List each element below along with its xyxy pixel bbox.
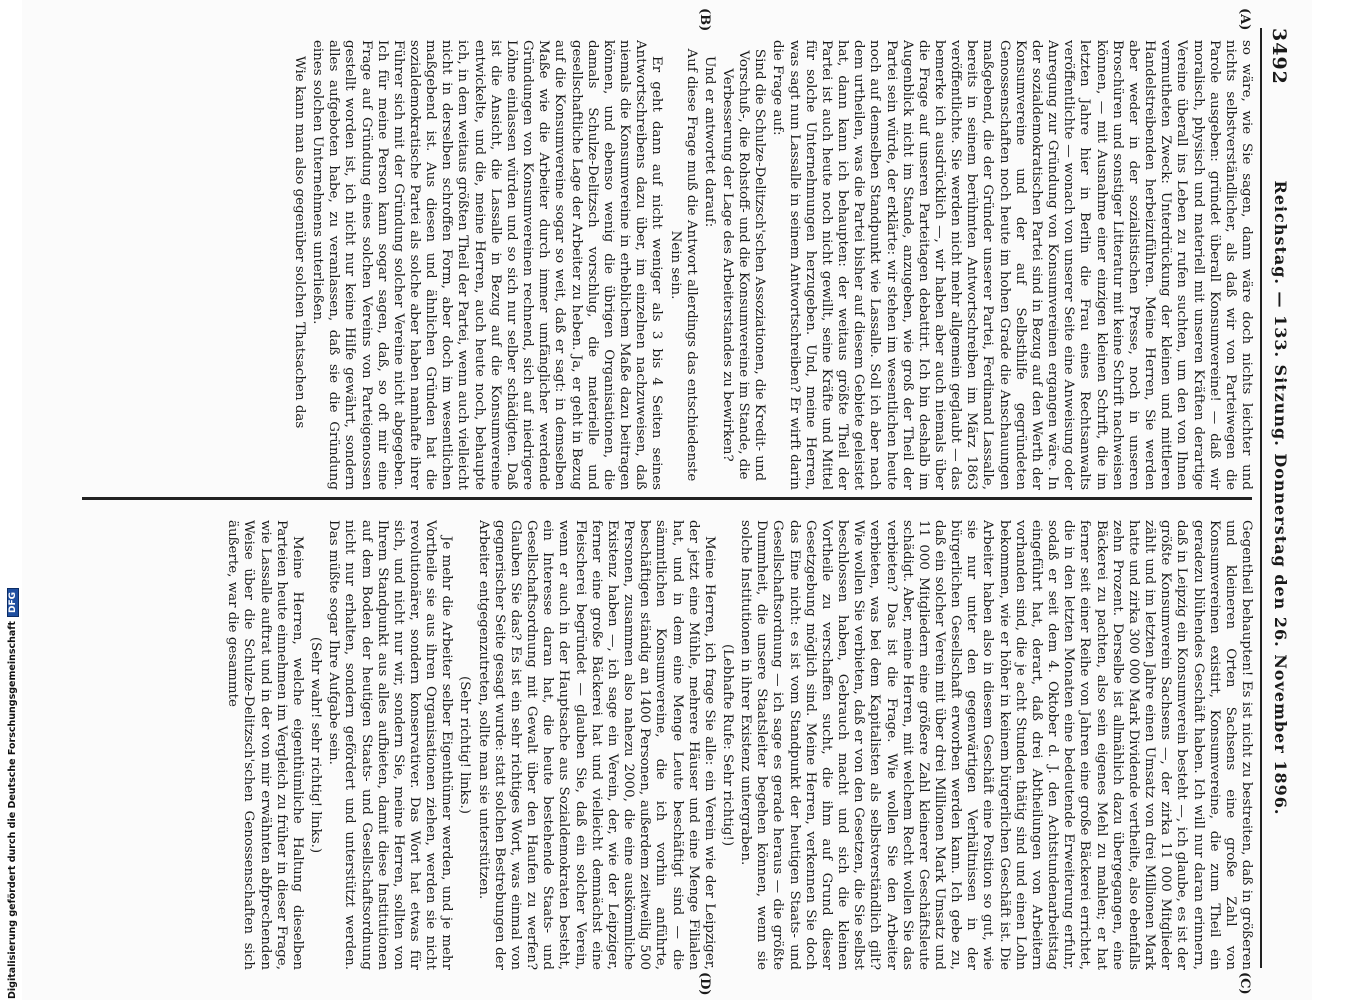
interjection: (Lebhafte Rufe: Sehr richtig!) [720, 643, 735, 847]
margin-marker-c: (C) [1237, 972, 1252, 995]
interjection: (Sehr wahr! sehr richtig! links.) [308, 636, 324, 854]
paragraph: Gegentheil behaupten! Es ist nicht zu bestreiten, daß in größeren und kleineren Orten Sachsens eine große Zahl von Konsumvereinen existirt, Konsumvereine, die zum Theil ein geradezu blühendes Geschäft haben. Ich will nur daran erinnern, daß in Leipzig ein Konsumverein besteht —, ich glaube, es ist der größte Konsumverein Sachsens —, der zirka 11 000 Mitglieder zählt und im letzten Jahre einen Umsatz von drei Millionen Mark hatte und zirka 300 000 Mark Dividende vertheilte, also ebenfalls zehn Prozent. Derselbe ist allmählich dazu übergegangen, eine Bäckerei zu pachten, also sein eigenes Mehl zu mahlen; er hat ferner seit einer Reihe von Jahren eine große Bäckerei errichtet, die in den letzten Monaten eine bedeutende Erweiterung erfuhr, sodaß er seit dem 4. Oktober d. J. den Achtstundenarbeitstag eingeführt hat, derart, daß drei Abtheilungen von Arbeitern vorhanden sind, die je acht Stunden thätig sind und einen Lohn bekommen, wie er höher in keinem bürgerlichen Geschäft ist. Die Arbeiter haben also in diesem Geschäft eine Position so gut, wie sie nur unter den gegenwärtigen Verhältnissen in der bürgerlichen Gesellschaft erworben werden kann. Ich gebe zu, daß ein solcher Verein mit über drei Millionen Mark Umsatz und 11 000 Mitgliedern eine größere Zahl kleinerer Geschäftsleute schädigt. Aber, meine Herren, mit welchem Recht wollen Sie das verbieten? Das ist die Frage. Wie wollen Sie den Arbeiter verbieten, was bei dem Kapitalisten als selbstverständlich gilt? Wie wollen Sie verbieten, daß er von den Gesetzen, die Sie selbst beschlossen haben, Gebrauch macht und sich die kleinen Vortheile zu verschaffen sucht, die ihm auf Grund dieser Gesetzgebung möglich sind. Meine Herren, verkennen Sie doch das Eine nicht: es ist vom Standpunkt der heutigen Staats- und Gesellschaftsordnung — ich sage es gerade heraus — die größte Dummheit, die unsere Staatsleiter begehen können, wenn sie solche Institutionen in ihrer Existenz untergraben. [738, 520, 1254, 970]
header-rule [1260, 28, 1262, 968]
dfg-logo-icon: DFG [7, 588, 19, 617]
interjection: (Sehr richtig! links.) [457, 676, 473, 814]
paragraph: Meine Herren, welche eigenthümliche Haltung dieselben Parteien heute einnehmen im Vergleich zu früher in dieser Frage, wie Lassalle auftrat und in der von mir erwähnten abfprechenden Weise über die Schulze-Delitzsch'schen Genossenschaften sich äußerte, war die gesammte [225, 520, 305, 970]
paragraph: Wie kann man also gegenüber solchen Thatsachen das [291, 56, 307, 429]
paragraph: Je mehr die Arbeiter selber Eigenthümer werden, und je mehr Vortheile sie aus ihren Organisationen ziehen, werden sie nicht revolutionärer, sondern konservativer. Das Wort hat etwas für sich, und nicht nur wir, sondern Sie, meine Herren, sollten von Ihrem Standpunkt aus alles aufbieten, damit diese Institutionen auf dem Boden der heutigen Staats- und Gesellschaftsordnung nicht nur erhalten, sondern gefördert und unterstützt werden. Das müßte sogar Ihre Aufgabe sein. [326, 520, 455, 970]
paragraph: so wäre, wie Sie sagen, dann wäre doch nichts leichter und nichts selbstverständlicher, als daß wir von Parteiwegen die Parole ausgeben: gründet überall Konsumvereine! — daß wir moralisch, physisch und materiell mit unseren Kräften derartige Vereine überall ins Leben zu rufen suchten, um den von Ihnen vermutheten Zweck: Unterdrückung der kleinen und mittleren Handelstreibenden herbeizuführen. Meine Herren, Sie werden aber weder in der sozialistischen Presse, noch in unseren Broschüren und sonstiger Litteratur mit keine Schrift nachweisen können, — mit Ausnahme einer einzigen kleinen Schrift, die im letzten Jahre hier in Berlin die Frau eines Rechtsanwalts veröffentlichte — wonach von unserer Seite eine Anweisung oder Anregung zur Gründung von Konsumvereinen ergangen wäre. In der sozialdemokratischen Partei sind in Bezug auf den Werth der Konsumvereine und der auf Selbsthilfe gegründeten Genossenschaften noch heute im hohen Grade die Anschauungen maßgebend, die der Gründer unserer Partei, Ferdinand Lassalle, bereits in seinem berühmten Antwortschreiben im März 1863 veröffentlichte. Sie werden nicht mehr allgemein geglaubt — das bemerke ich ausdrücklich —, wir haben aber auch niemals über die Frage auf unseren Parteitagen debattirt. Ich bin deshalb im Augenblick nicht im Stande, anzugeben, wie groß der Theil der Partei sein würde, der erklärte: wir stehen im wesentlichen heute noch auf demselben Standpunkt wie Lassalle. Soll ich aber nach dem urtheilen, was die Partei bisher auf diesem Gebiete geleistet hat, dann kann ich behaupten: der weitaus größte Theil der Partei ist auch heute noch nicht gewillt, seine Kräfte und Mittel für solche Unternehmungen herzugeben. Und, meine Herren, was sagt nun Lassalle in seinem Antwortschreiben? Er wirft darin die Frage auf: [770, 40, 1254, 490]
credit-text: Digitalisierung gefördert durch die Deutsche Forschungsgemeinschaft [7, 621, 18, 999]
paragraph: Und er antwortet darauf: [701, 56, 717, 228]
page-title: Reichstag. — 133. Sitzung. Donnerstag den 26. November 1896. [1271, 180, 1290, 816]
paragraph: Meine Herren, ich frage Sie alle: ein Verein wie der Leipziger, der jetzt eine Mühle, mehrere Häuser und eine Menge Filialen hat, und in dem eine Menge Leute beschäftigt sind — die sämmtlichen Konsumvereine, die ich vorhin anführte, beschäftigen ständig an 1400 Personen, außerdem zeitweilig 500 Personen, zusammen also nahezu 2000, die eine auskömmliche Existenz haben —, ich sage ein Verein, der, wie der Leipziger, ferner eine große Bäckerei hat und vielleicht demnächst eine Fleischerei begründet — glauben Sie, daß ein solcher Verein, wenn er auch in der Hauptsache aus Sozialdemokraten besteht, ein Interesse daran hat, die heute bestehende Staats- und Gesellschaftsordnung mit Gewalt über den Haufen zu werfen? Glauben Sie das? Es ist ein sehr richtiges Wort, was einmal von gegnerischer Seite gesagt wurde: statt solchen Bestrebungen der Arbeiter entgegenzutreten, sollte man sie unterstützen. [475, 520, 717, 970]
page-number: 3492 [1268, 28, 1290, 85]
digitization-credit [7, 588, 19, 999]
margin-marker-b: (B) [697, 8, 712, 32]
document-page [22, 0, 1312, 1000]
margin-marker-a: (A) [1237, 8, 1252, 31]
paragraph: Er geht dann auf nicht weniger als 3 bis 4 Seiten seines Antwortschreibens dazu über, im einzelnen nachzuweisen, daß niemals die Konsumvereine in erheblichem Maße dazu beitragen können, und ebenso wenig die übrigen Organisationen, die damals Schulze-Delitzsch vorschlug, die materielle und gesellschaftliche Lage der Arbeiter zu heben. Ja, er geht in Bezug auf die Konsumvereine sogar so weit, daß er sagt: in demselben Maße wie die Arbeiter durch immer umfänglicher werdende Gründungen von Konsumvereinen rechnend, sich auf niedrigere Löhne einlassen würden und so sich nur selber schädigten. Daß ist die Ansicht, die Lassalle in Bezug auf die Konsumvereine entwickelte, und die, meine Herren, auch heute noch, behaupte ich, in dem weitaus größten Theil der Partei, wenn auch vielleicht nicht in derselben schroffen Form, aber doch im wesentlichen maßgebend ist. Aus diesen und ähnlichen Gründen hat die sozialdemokratische Partei als solche aber haben namhafte ihrer Führer sich mit der Gründung solcher Vereine nicht abgegeben. Ich für meine Person kann sogar sagen, daß, so oft mir eine Frage auf Gründung eines solchen Vereins von Parteigenossen gestellt worden ist, ich nicht nur keine Hilfe gewährt, sondern alles aufgeboten habe, zu veranlassen, daß sie die Gründung eines solchen Unternehmens unterließen. [310, 40, 665, 490]
margin-marker-d: (D) [697, 972, 712, 996]
left-column [64, 40, 1254, 490]
quote-paragraph: Auf diese Frage muß die Antwort allerdings das entschiedenste Nein sein. [667, 48, 699, 482]
page-header [1266, 28, 1290, 968]
column-rule [82, 497, 1252, 500]
right-column [64, 520, 1254, 970]
quote-paragraph: Sind die Schulze-Delitzsch'schen Assoziationen, die Kredit- und Vorschuß-, die Rohstoff- und die Konsumvereine im Stande, die Verbesserung der Lage des Arbeiterstandes zu bewirken? [720, 48, 768, 482]
